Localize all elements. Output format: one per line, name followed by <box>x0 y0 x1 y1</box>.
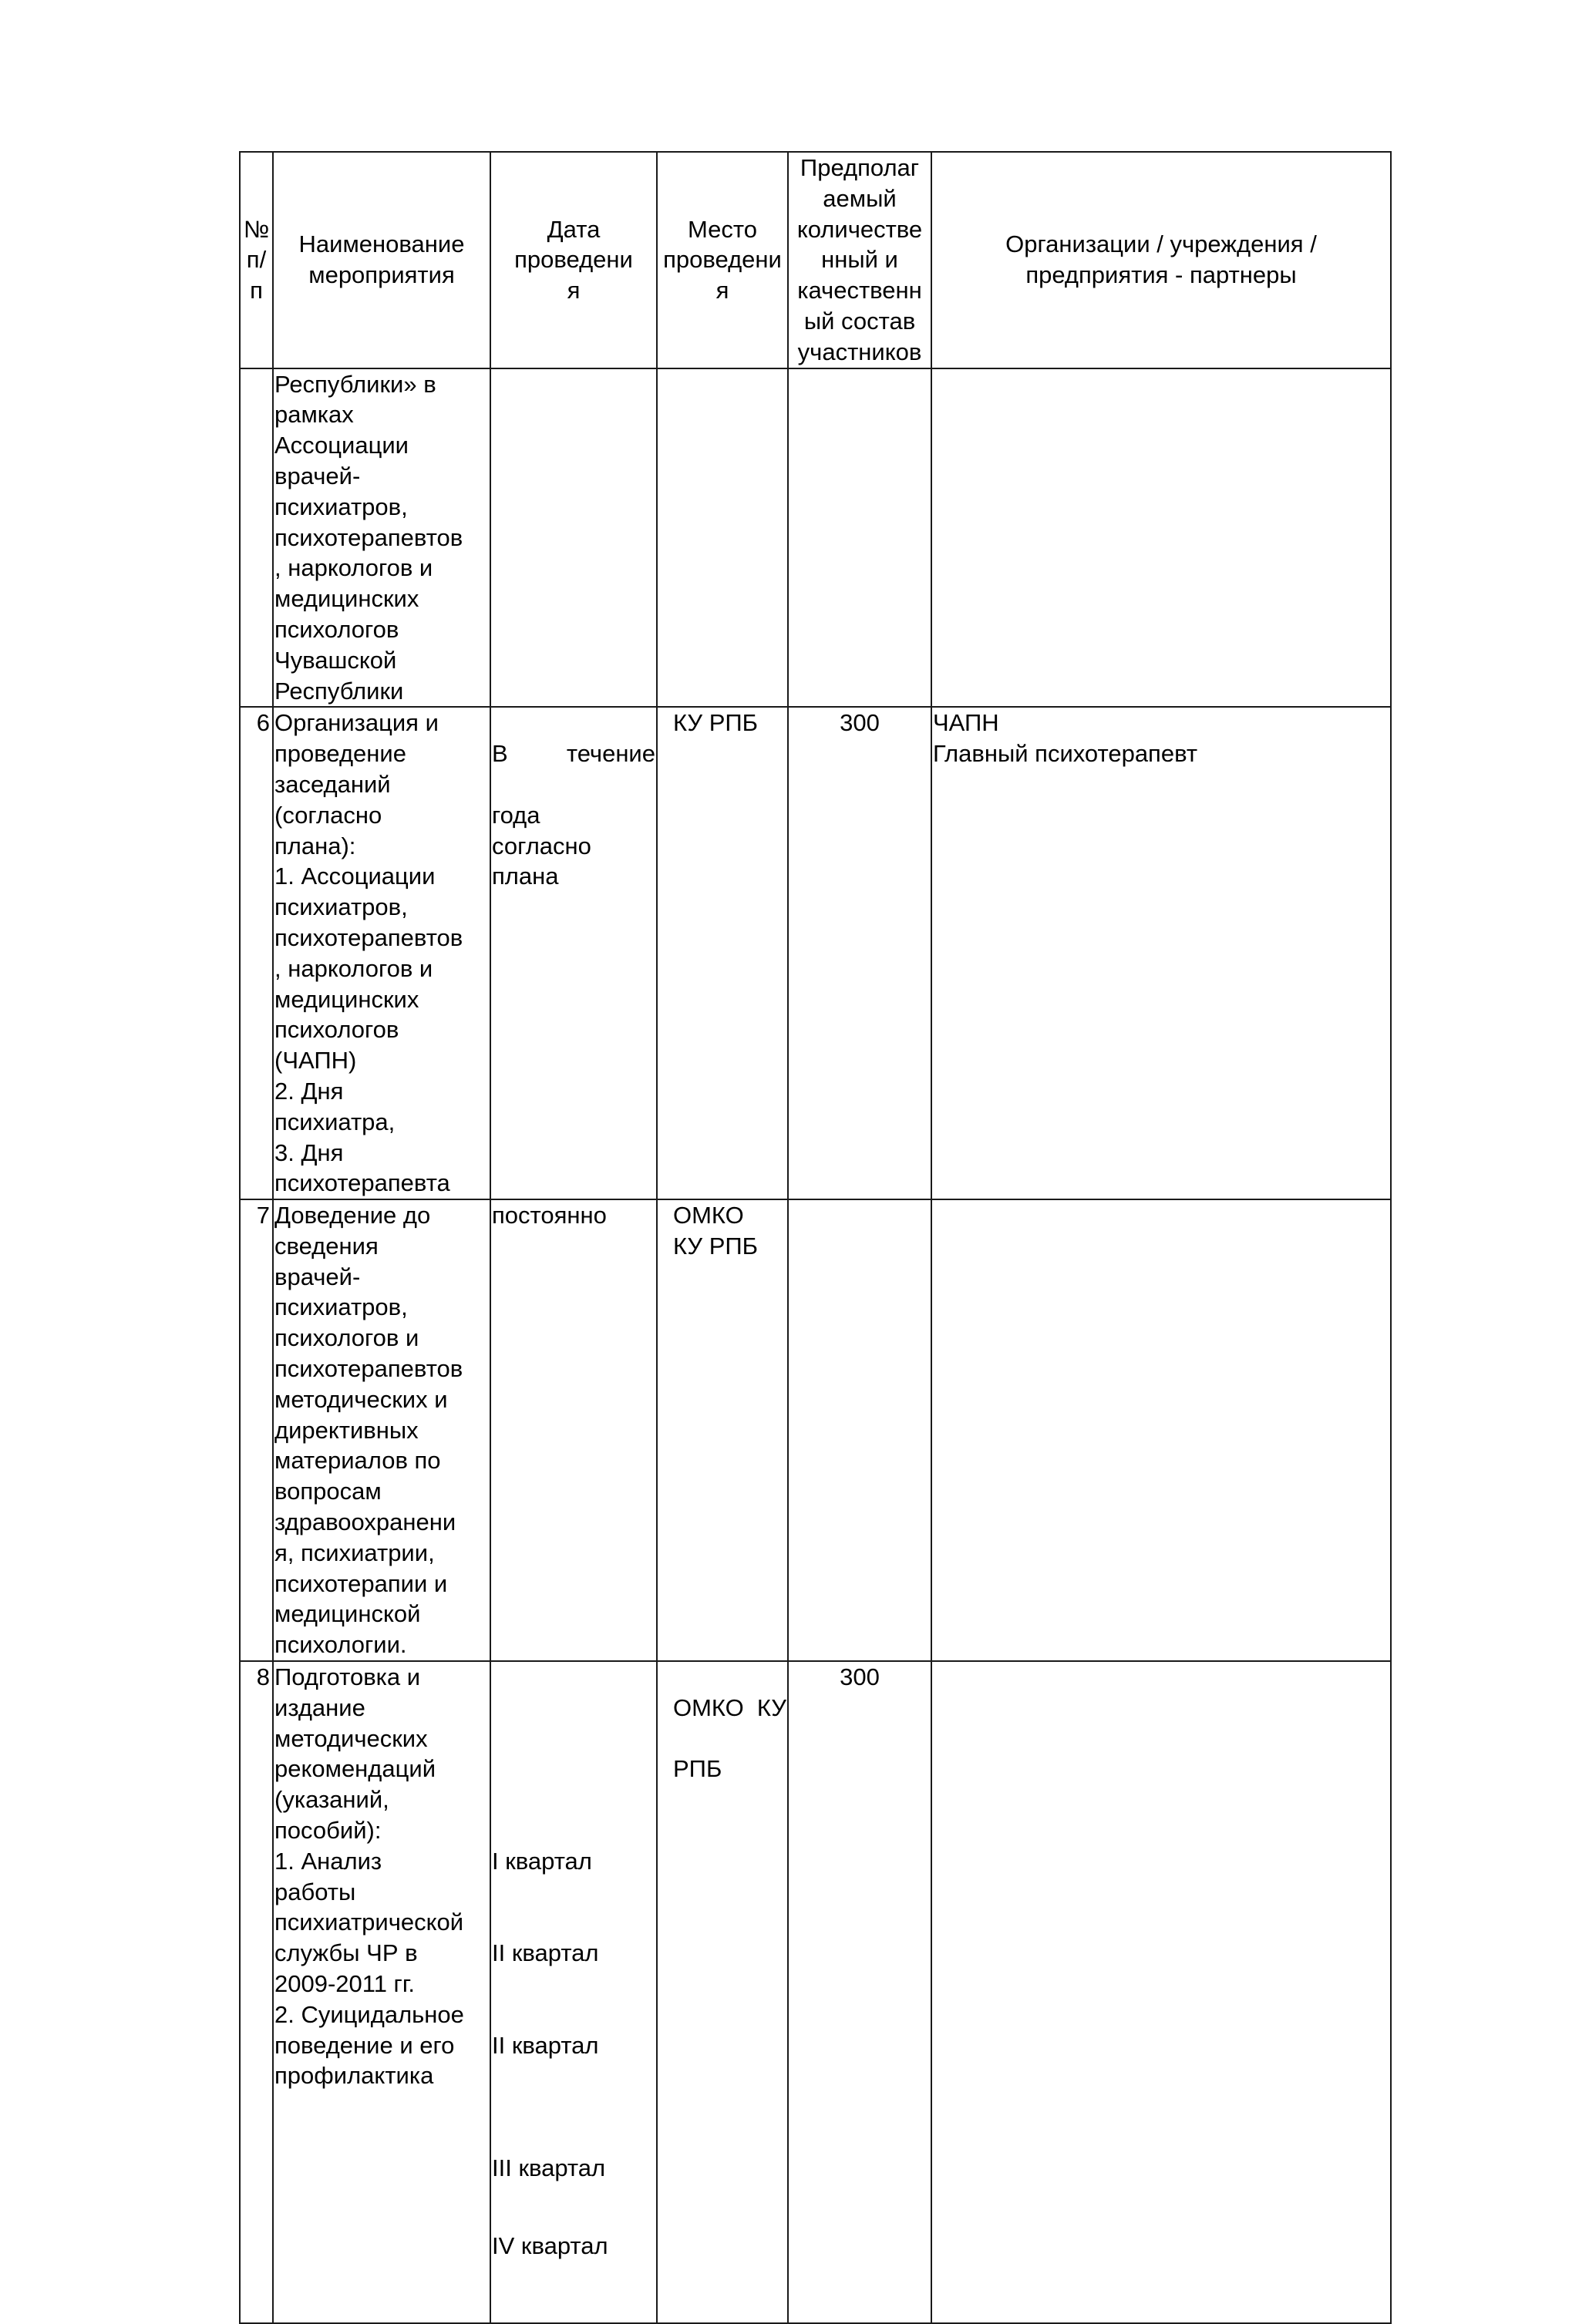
date-rest: года согласно плана <box>492 801 591 890</box>
place-first-line <box>673 1693 786 1724</box>
participant-count <box>788 368 931 708</box>
date-word: течение <box>566 740 655 768</box>
event-place: КУ РПБ <box>657 707 788 1199</box>
event-date <box>490 1661 657 2323</box>
event-partners <box>931 1199 1391 1661</box>
place-word: ОМКО <box>673 1693 744 1721</box>
event-name: Доведение до сведения врачей- психиатров, психологов и психотерапевтов методических и директивных материалов по вопросам здравоохранени я, психиатрии, психотерапии и медицинской психологии. <box>273 1199 490 1661</box>
row-number <box>240 368 273 708</box>
quarter-item: II квартал <box>492 2031 599 2059</box>
header-date: Дата проведени я <box>490 152 657 368</box>
table-row <box>240 707 1391 1199</box>
event-name: Организация и проведение заседаний (согласно плана): 1. Ассоциации психиатров, психотерапевтов , наркологов и медицинских психологов (ЧАПН) 2. Дня психиатра, 3. Дня психотерапевта <box>273 707 490 1199</box>
table-row <box>240 1661 1391 2323</box>
header-partners: Организации / учреждения / предприятия - партнеры <box>931 152 1391 368</box>
participant-count: 300 <box>788 1661 931 2323</box>
place-rest: РПБ <box>673 1755 722 1783</box>
quarter-item: IV квартал <box>492 2232 608 2260</box>
event-place <box>657 368 788 708</box>
event-date <box>490 707 657 1199</box>
event-partners: ЧАПН Главный психотерапевт <box>931 707 1391 1199</box>
place-word: КУ <box>756 1693 786 1721</box>
row-number: 6 <box>240 707 273 1199</box>
event-date: постоянно <box>490 1199 657 1661</box>
header-place: Место проведени я <box>657 152 788 368</box>
header-participants: Предполаг аемый количестве нный и качественн ый состав участников <box>788 152 931 368</box>
row-number: 8 <box>240 1661 273 2323</box>
event-partners <box>931 1661 1391 2323</box>
date-first-line <box>492 738 655 769</box>
event-partners <box>931 368 1391 708</box>
event-name: Республики» в рамках Ассоциации врачей- психиатров, психотерапевтов , наркологов и медицинских психологов Чувашской Республики <box>273 368 490 708</box>
quarter-item: III квартал <box>492 2154 606 2182</box>
quarter-item: I квартал <box>492 1847 592 1875</box>
event-date <box>490 368 657 708</box>
quarter-list <box>492 1693 655 2292</box>
table-row <box>240 1199 1391 1661</box>
event-place <box>657 1661 788 2323</box>
table-row <box>240 368 1391 708</box>
participant-count: 300 <box>788 707 931 1199</box>
events-table <box>239 151 1392 2324</box>
row-number: 7 <box>240 1199 273 1661</box>
event-name: Подготовка и издание методических рекомендаций (указаний, пособий): 1. Анализ работы психиатрической службы ЧР в 2009-2011 гг. 2. Суицидальное поведение и его профилактика <box>273 1661 490 2323</box>
date-word: В <box>492 740 508 768</box>
event-place: ОМКО КУ РПБ <box>657 1199 788 1661</box>
participant-count <box>788 1199 931 1661</box>
quarter-item: II квартал <box>492 1939 599 1967</box>
header-number: № п/ п <box>240 152 273 368</box>
header-event-name: Наименование мероприятия <box>273 152 490 368</box>
table-header-row <box>240 152 1391 368</box>
